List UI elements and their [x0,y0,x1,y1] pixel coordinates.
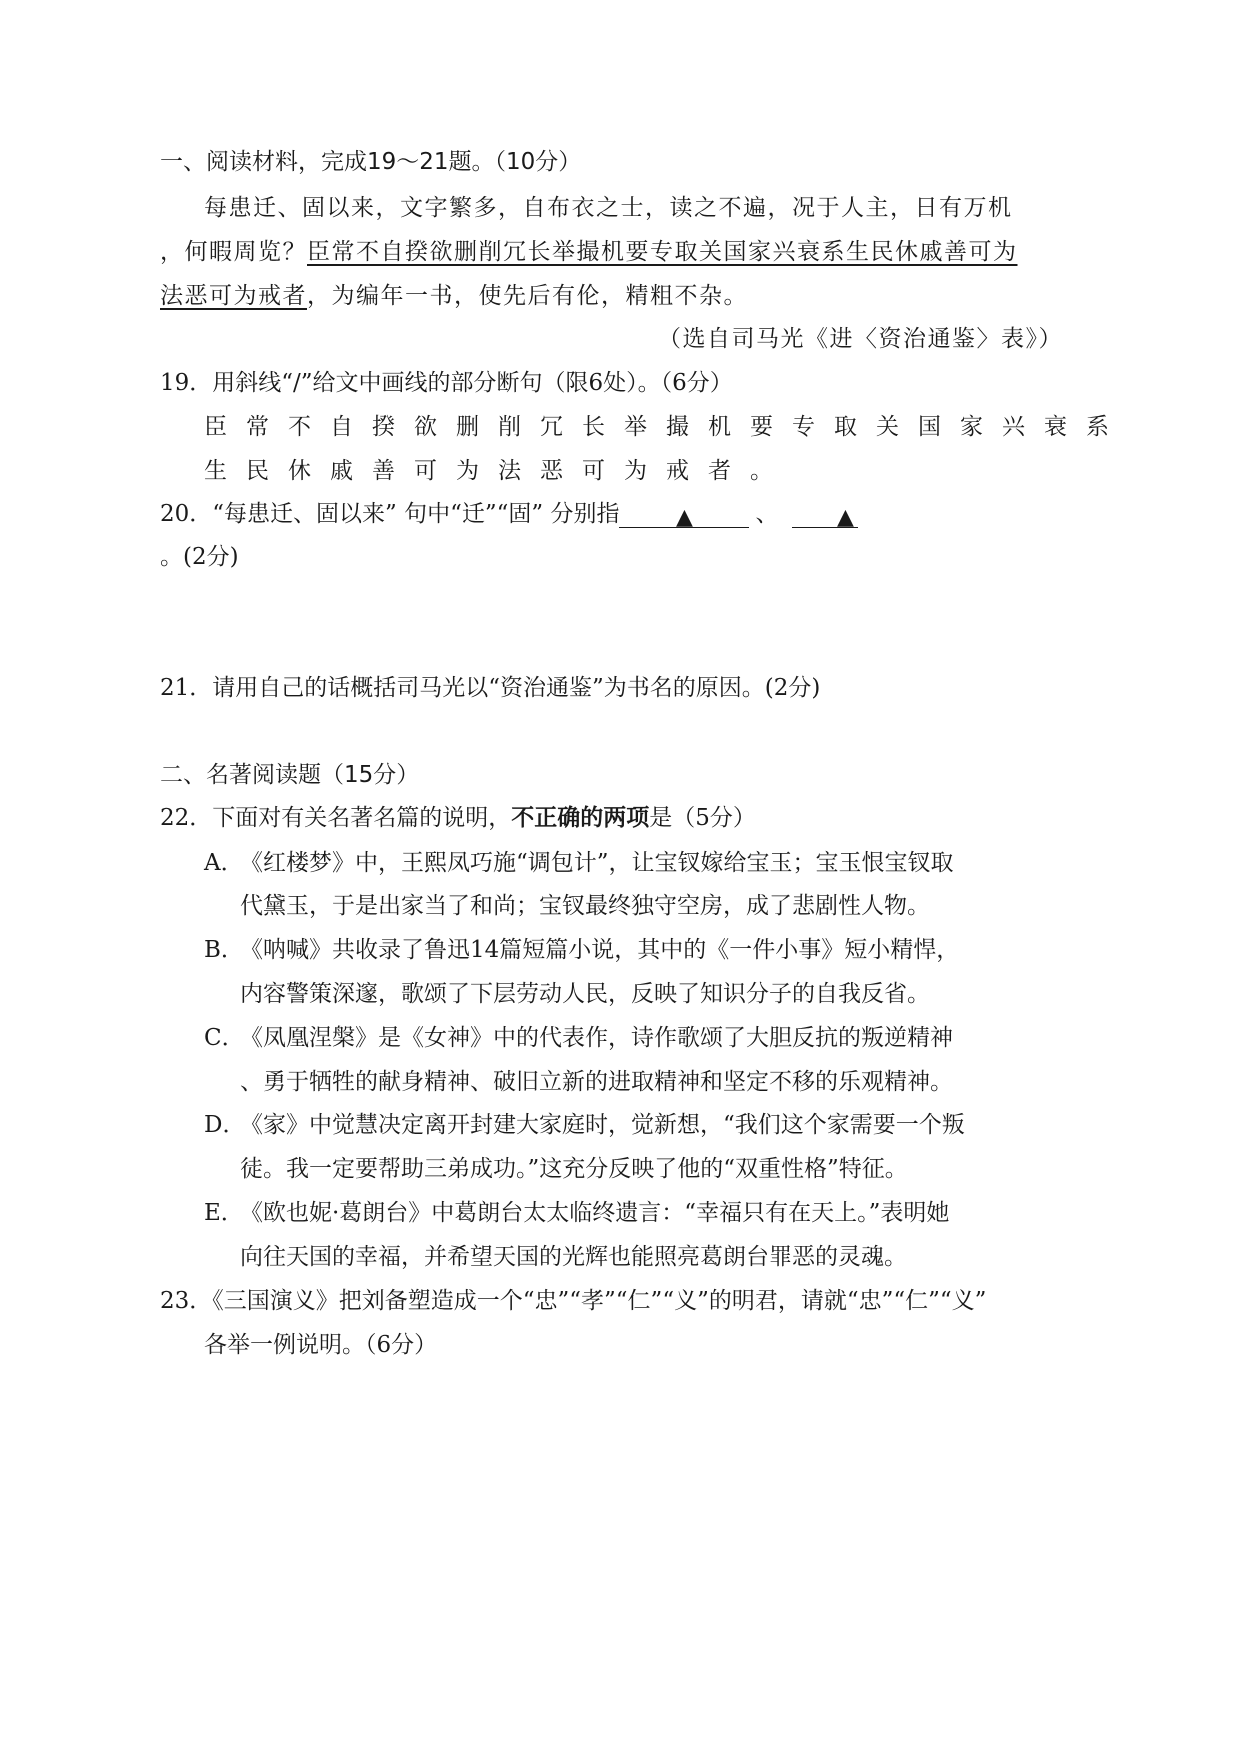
triangle-icon: ▲ [675,505,693,530]
q20-answer-blank-1[interactable] [619,501,749,528]
q20-answer-blank-2[interactable] [792,501,858,528]
q20-separator: 、 [755,501,779,527]
question-20 [160,498,858,530]
q22-emphasis: 不正确的两项 [511,805,650,831]
option-d-letter: D． [204,1112,246,1138]
option-b-letter: B． [204,937,244,963]
option-d-line-1: 《家》中觉慧决定离开封建大家庭时，觉新想，“我们这个家需要一个叛 [240,1112,965,1138]
passage-underlined-text: 臣常不自揆欲删削冗长举撮机要专取关国家兴衰系生民休戚善可为 [307,239,1018,265]
section1-heading: 一、阅读材料，完成19～21题。（10分） [160,149,582,175]
passage-underlined-text: 法恶可为戒者 [160,283,307,309]
option-e-letter: E． [204,1200,244,1226]
question-22 [160,802,756,834]
option-e-line-2: 向往天国的幸福，并希望天国的光辉也能照亮葛朗台罪恶的灵魂。 [240,1244,907,1270]
question-21: 21．请用自己的话概括司马光以“资治通鉴”为书名的原因。(2分) [160,675,821,701]
option-a-letter: A． [204,850,244,876]
option-b-line-2: 内容警策深邃，歌颂了下层劳动人民，反映了知识分子的自我反省。 [240,981,930,1007]
q20-score: 。(2分) [160,544,239,570]
passage-line-3 [160,280,748,312]
passage-line-2 [160,236,1018,268]
question-23-line-2: 各举一例说明。（6分） [204,1332,438,1358]
triangle-icon: ▲ [836,505,854,530]
q20-text: 20．“每患迁、固以来” 句中“迁”“固” 分别指 [160,501,620,527]
option-c-letter: C． [204,1025,245,1051]
section2-heading: 二、名著阅读题（15分） [160,762,420,788]
q19-answer-line-2: 生民休戚善可为法恶可为戒者。 [204,458,792,484]
question-19: 19．用斜线“/”给文中画线的部分断句（限6处）。（6分） [160,370,733,396]
option-b-line-1: 《呐喊》共收录了鲁迅14篇短篇小说，其中的《一件小事》短小精悍， [240,937,960,963]
option-c-line-2: 、勇于牺牲的献身精神、破旧立新的进取精神和坚定不移的乐观精神。 [240,1069,953,1095]
option-d-line-2: 徒。我一定要帮助三弟成功。”这充分反映了他的“双重性格”特征。 [240,1156,908,1182]
option-e-line-1: 《欧也妮·葛朗台》中葛朗台太太临终遗言：“幸福只有在天上。”表明她 [240,1200,950,1226]
passage-source: （选自司马光《进〈资治通鉴〉表》） [658,326,1063,352]
passage-line-1: 每患迁、固以来，文字繁多，自布衣之士，读之不遍，况于人主，日有万机 [204,195,1013,221]
q22-prefix: 22．下面对有关名著名篇的说明， [160,805,512,831]
question-23-line-1: 23．《三国演义》把刘备塑造成一个“忠”“孝”“仁”“义”的明君，请就“忠”“仁”“义” [160,1288,987,1314]
passage-plain-text: ，为编年一书，使先后有伦，精粗不杂。 [307,283,748,309]
option-a-line-2: 代黛玉，于是出家当了和尚；宝钗最终独守空房，成了悲剧性人物。 [240,893,930,919]
q22-suffix: 是（5分） [649,805,756,831]
q19-answer-line-1: 臣常不自揆欲删削冗长举撮机要专取关国家兴衰系 [204,414,1128,440]
passage-plain-text: ，何暇周览？ [160,239,307,265]
option-c-line-1: 《凤凰涅槃》是《女神》中的代表作，诗作歌颂了大胆反抗的叛逆精神 [240,1025,953,1051]
option-a-line-1: 《红楼梦》中，王熙凤巧施“调包计”，让宝钗嫁给宝玉；宝玉恨宝钗取 [240,850,954,876]
